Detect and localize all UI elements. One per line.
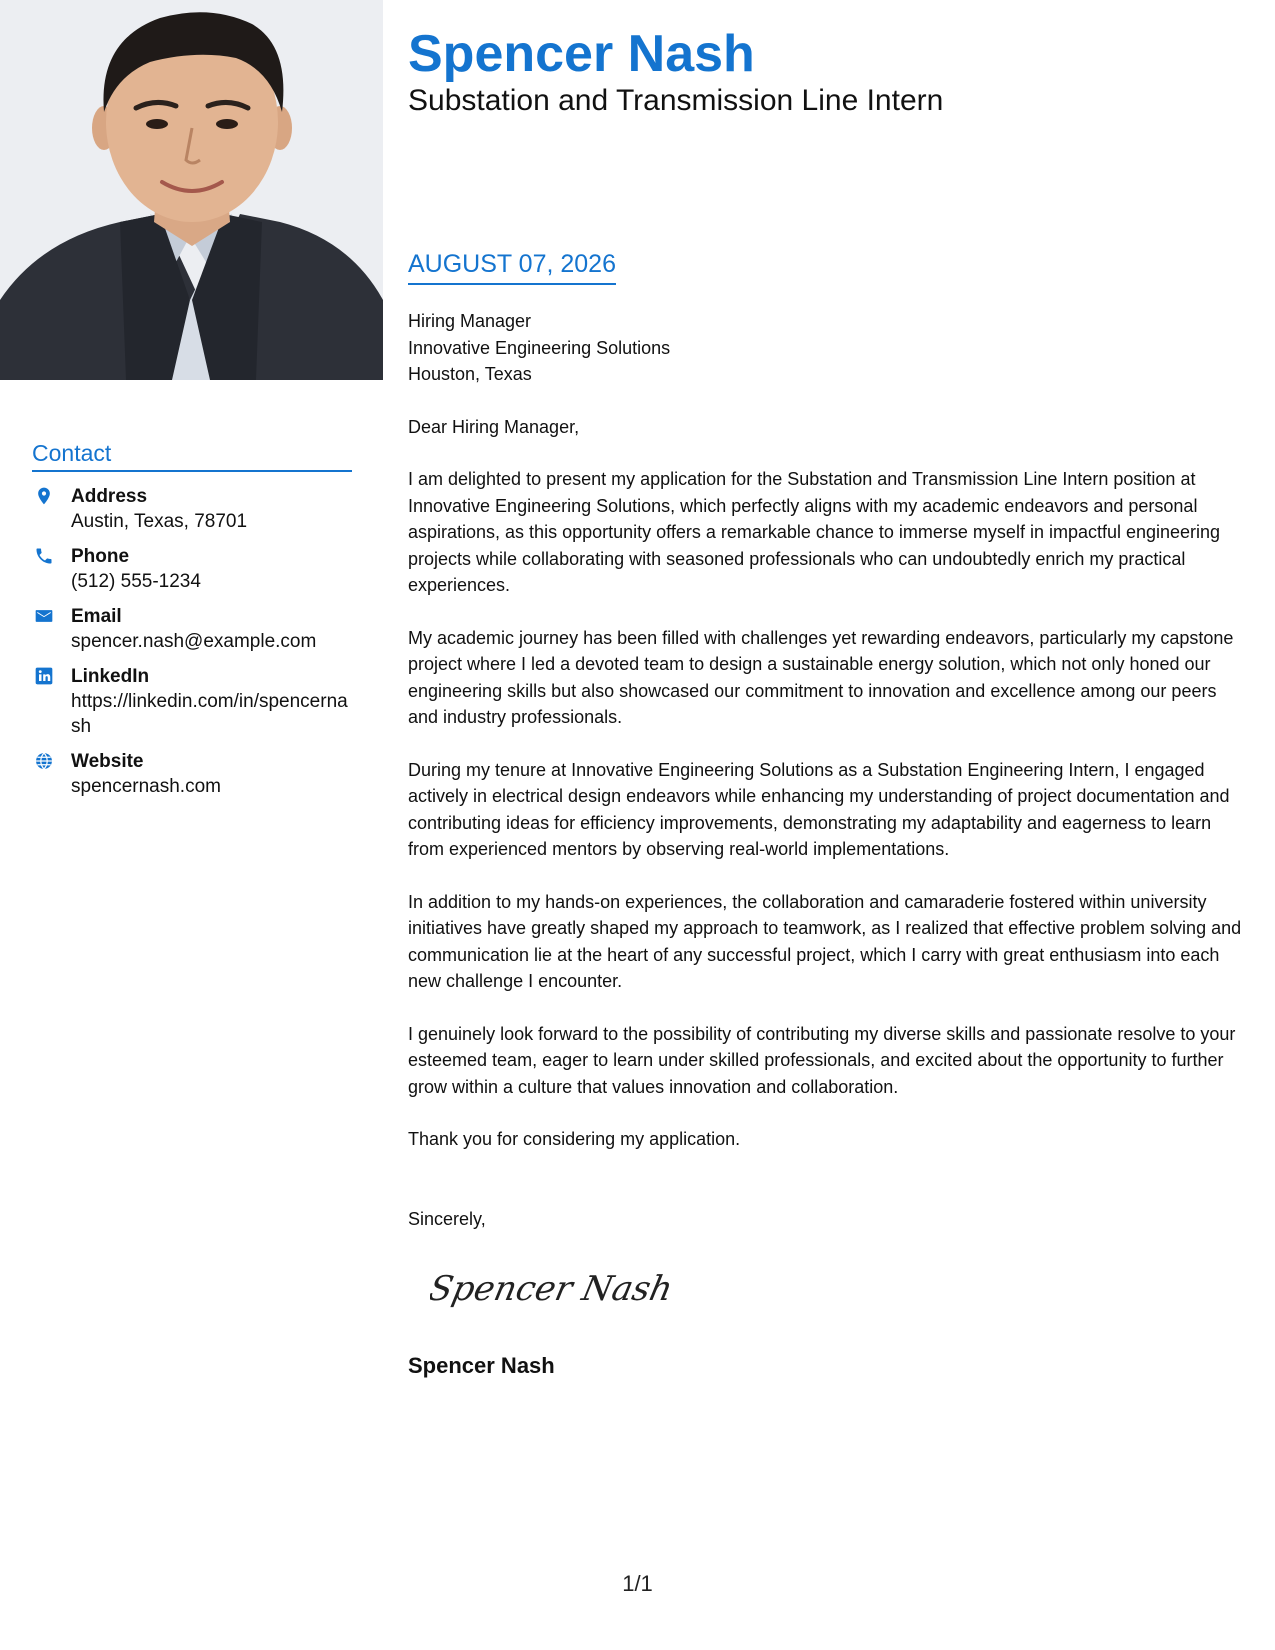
body-paragraph: My academic journey has been filled with challenges yet rewarding endeavors, particularly my capstone project where I led a devoted team to design a sustainable energy solution, which not only honed our engineering skills but also showcased our commitment to innovation and excellence among our peers and industry professionals. (408, 627, 1234, 727)
body-paragraph: I am delighted to present my application for the Substation and Transmission Line Intern position at Innovative Engineering Solutions, which perfectly aligns with my academic endeavors and personal aspirations, as this opportunity offers a remarkable chance to immerse myself in impactful engineering projects while collaborating with seasoned professionals who can undoubtedly enrich my practical experiences. (408, 469, 1221, 595)
sidebar (0, 0, 383, 1650)
closing: Sincerely, (408, 1209, 486, 1229)
body-paragraph: During my tenure at Innovative Engineering Solutions as a Substation Engineering Intern, I engaged actively in electrical design endeavors while enhancing my understanding of project documentation and contributing ideas for efficiency improvements, demonstrating my adaptability and eagerness to learn from experienced mentors by observing real-world implementations. (408, 759, 1230, 859)
body-paragraph: Thank you for considering my application. (408, 1129, 741, 1149)
contact-value-phone[interactable]: (512) 555-1234 (71, 571, 201, 592)
signer-name: Spencer Nash (408, 1353, 555, 1378)
location-pin-icon (34, 486, 54, 506)
signature-image (430, 1258, 670, 1318)
letter-date: AUGUST 07, 2026 (408, 248, 616, 285)
email-icon (34, 606, 54, 626)
recipient-company: Innovative Engineering Solutions (408, 337, 671, 358)
handwritten-signature (430, 1258, 670, 1323)
applicant-name: Spencer Nash (408, 25, 755, 83)
applicant-role: Substation and Transmission Line Intern (408, 84, 944, 117)
signature-script: Spencer Nash (430, 1269, 670, 1309)
globe-icon (34, 751, 54, 771)
contact-heading: Contact (32, 438, 352, 472)
contact-label-address: Address (71, 486, 148, 507)
recipient-location: Houston, Texas (408, 364, 532, 384)
recipient-title: Hiring Manager (408, 311, 532, 331)
contact-value-website[interactable]: spencernash.com (71, 776, 221, 797)
contact-item-linkedin (32, 664, 352, 739)
contact-label-email: Email (71, 606, 122, 627)
contact-value-linkedin[interactable]: https://linkedin.com/in/spencernash (71, 691, 348, 737)
recipient-block (408, 308, 670, 388)
contact-item-address (32, 484, 352, 534)
page-number: 1/1 (622, 1571, 653, 1596)
contact-list (32, 484, 352, 809)
contact-label-website: Website (71, 751, 144, 772)
contact-label-phone: Phone (71, 546, 130, 567)
letter-body (408, 466, 1248, 1179)
contact-value-email[interactable]: spencer.nash@example.com (71, 631, 317, 652)
linkedin-icon (34, 666, 54, 686)
body-paragraph: In addition to my hands-on experiences, the collaboration and camaraderie fostered within university initiatives have greatly shaped my approach to teamwork, as I realized that effective problem solving and communication lie at the heart of any successful project, which I carry with great enthusiasm into each new challenge I encounter. (408, 891, 1242, 991)
phone-icon (34, 546, 54, 566)
contact-label-linkedin: LinkedIn (71, 666, 150, 687)
profile-photo (0, 0, 383, 380)
salutation: Dear Hiring Manager, (408, 417, 580, 437)
contact-item-website (32, 749, 352, 799)
body-paragraph: I genuinely look forward to the possibility of contributing my diverse skills and passionate resolve to your esteemed team, eager to learn under skilled professionals, and excited about the opportunity to further grow within a culture that values innovation and collaboration. (408, 1023, 1236, 1097)
contact-value-address: Austin, Texas, 78701 (71, 511, 248, 532)
contact-item-phone (32, 544, 352, 594)
profile-photo-illustration (0, 0, 383, 380)
contact-item-email (32, 604, 352, 654)
